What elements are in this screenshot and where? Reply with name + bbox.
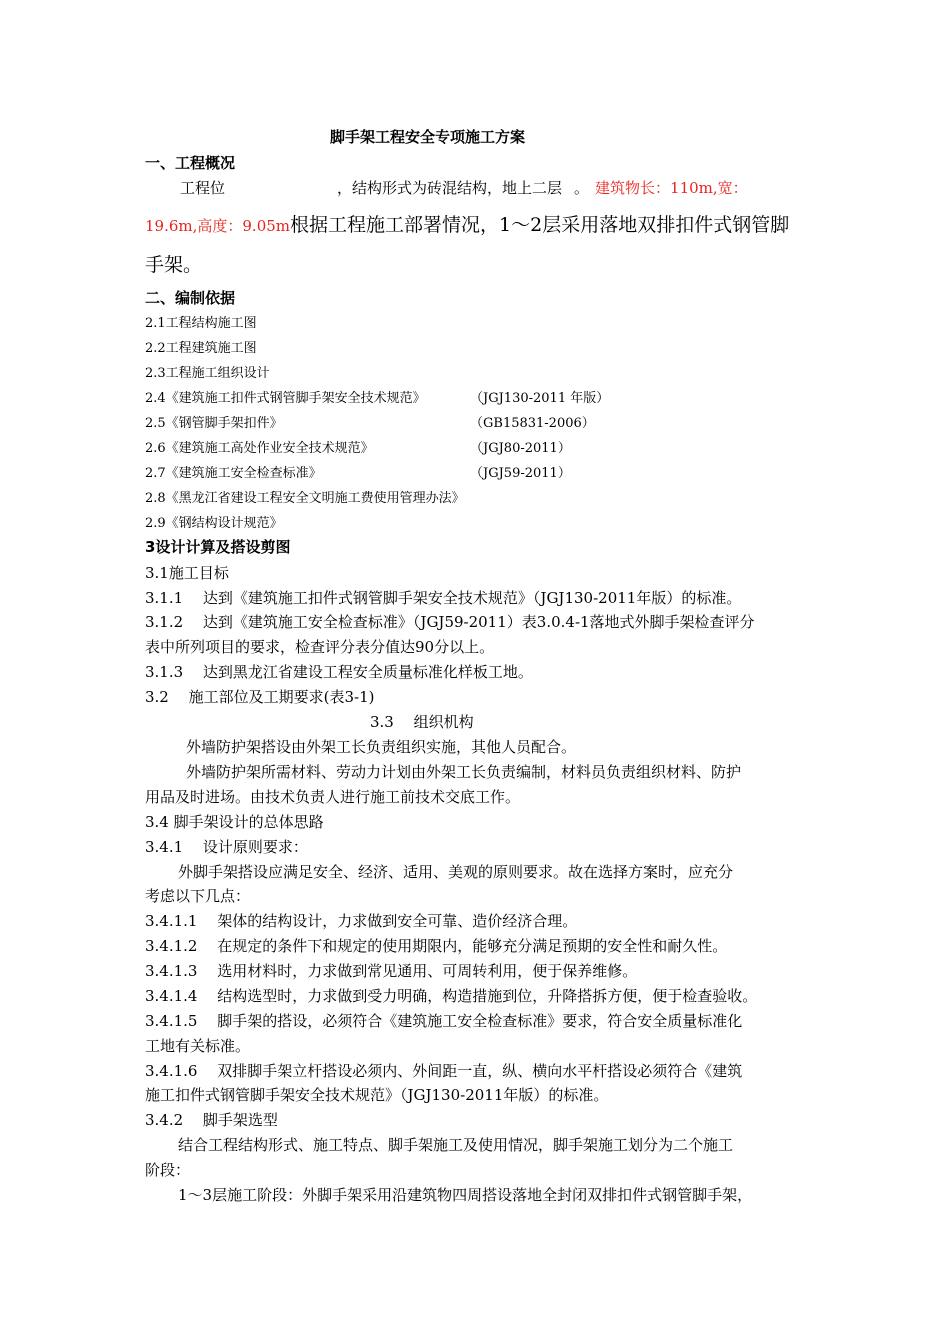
- overview-text-b: ，结构形式为砖混结构，地上二层: [337, 179, 563, 197]
- section-3-heading: 3设计计算及搭设剪图: [145, 538, 291, 556]
- body-line: 3.1.1 达到《建筑施工扣件式钢管脚手架安全技术规范》（JGJ130-2011年版）的标准。: [145, 589, 742, 607]
- body-line: 3.3 组织机构: [370, 713, 474, 731]
- body-line: 3.4.1.4 结构选型时，力求做到受力明确，构造措施到位，升降搭拆方便，便于检查验收。: [145, 987, 758, 1005]
- body-line: 外墙防护架所需材料、劳动力计划由外架工长负责编制，材料员负责组织材料、防护: [186, 763, 742, 781]
- page-title: 脚手架工程安全专项施工方案: [330, 128, 526, 146]
- body-line: 3.1施工目标: [145, 564, 229, 582]
- body-line: 外脚手架搭设应满足安全、经济、适用、美观的原则要求。故在选择方案时，应充分: [178, 863, 734, 881]
- body-line: 3.4.1.1 架体的结构设计，力求做到安全可靠、造价经济合理。: [145, 912, 578, 930]
- body-line: 施工扣件式钢管脚手架安全技术规范》（JGJ130-2011年版）的标准。: [145, 1086, 609, 1104]
- body-line: 3.4.1.2 在规定的条件下和规定的使用期限内，能够充分满足预期的安全性和耐久性。: [145, 937, 728, 955]
- body-line: 1～3层施工阶段：外脚手架采用沿建筑物四周搭设落地全封闭双排扣件式钢管脚手架，: [178, 1186, 753, 1204]
- body-line: 3.1.2 达到《建筑施工安全检查标准》（JGJ59-2011）表3.0.4-1落地式外脚手架检查评分: [145, 613, 755, 631]
- overview-text-d: 根据工程施工部署情况，1～2层采用落地双排扣件式钢管脚: [290, 214, 790, 236]
- body-line: 3.4.1.6 双排脚手架立杆搭设必须内、外间距一直，纵、横向水平杆搭设必须符合《建筑: [145, 1062, 743, 1080]
- body-line: 结合工程结构形式、施工特点、脚手架施工及使用情况，脚手架施工划分为二个施工: [178, 1136, 734, 1154]
- overview-line-2: [145, 212, 789, 238]
- overview-line-3: 手架。: [145, 254, 203, 276]
- body-line: 外墙防护架搭设由外架工长负责组织实施，其他人员配合。: [186, 738, 577, 756]
- section-2-heading: 二、编制依据: [145, 289, 236, 307]
- overview-text-c: 。: [574, 179, 590, 197]
- basis-item-ref: （JGJ59-2011）: [470, 466, 571, 481]
- body-line: 考虑以下几点：: [145, 887, 251, 905]
- body-line: 3.4.1.5 脚手架的搭设，必须符合《建筑施工安全检查标准》要求，符合安全质量标准化: [145, 1012, 743, 1030]
- body-line: 阶段：: [145, 1161, 191, 1179]
- overview-text-a: 工程位: [180, 179, 226, 197]
- basis-item: 2.4《建筑施工扣件式钢管脚手架安全技术规范》 （JGJ130-2011 年版）: [145, 389, 805, 409]
- basis-item: 2.1工程结构施工图: [145, 316, 257, 331]
- body-line: 3.4 脚手架设计的总体思路: [145, 813, 324, 831]
- basis-item: 2.5《钢管脚手架扣件》 （GB15831-2006）: [145, 414, 805, 434]
- body-line: 用品及时进场。由技术负责人进行施工前技术交底工作。: [145, 788, 521, 806]
- body-line: 工地有关标准。: [145, 1037, 251, 1055]
- body-line: 3.4.2 脚手架选型: [145, 1111, 278, 1129]
- basis-item: 2.6《建筑施工高处作业安全技术规范》 （JGJ80-2011）: [145, 439, 805, 459]
- basis-item: 2.9《钢结构设计规范》: [145, 516, 283, 531]
- body-line: 表中所列项目的要求，检查评分表分值达90分以上。: [145, 638, 495, 656]
- basis-item: 2.7《建筑施工安全检查标准》 （JGJ59-2011）: [145, 464, 805, 484]
- body-line: 3.4.1.3 选用材料时，力求做到常见通用、可周转利用，便于保养维修。: [145, 962, 638, 980]
- basis-item: 2.2工程建筑施工图: [145, 341, 257, 356]
- section-1-heading: 一、工程概况: [145, 154, 236, 172]
- basis-item-ref: （JGJ130-2011 年版）: [470, 391, 610, 406]
- body-line: 3.2 施工部位及工期要求(表3-1): [145, 688, 375, 706]
- overview-dimensions-b: 19.6m,高度：9.05m: [145, 217, 291, 235]
- basis-item-ref: （JGJ80-2011）: [470, 441, 571, 456]
- overview-dimensions-a: 建筑物长：110m,宽：: [595, 179, 748, 197]
- basis-item-ref: （GB15831-2006）: [470, 416, 595, 431]
- overview-line-1: [180, 178, 748, 198]
- body-line: 3.4.1 设计原则要求：: [145, 838, 308, 856]
- basis-item: 2.8《黑龙江省建设工程安全文明施工费使用管理办法》: [145, 491, 465, 506]
- basis-item: 2.3工程施工组织设计: [145, 366, 270, 381]
- body-line: 3.1.3 达到黑龙江省建设工程安全质量标准化样板工地。: [145, 663, 533, 681]
